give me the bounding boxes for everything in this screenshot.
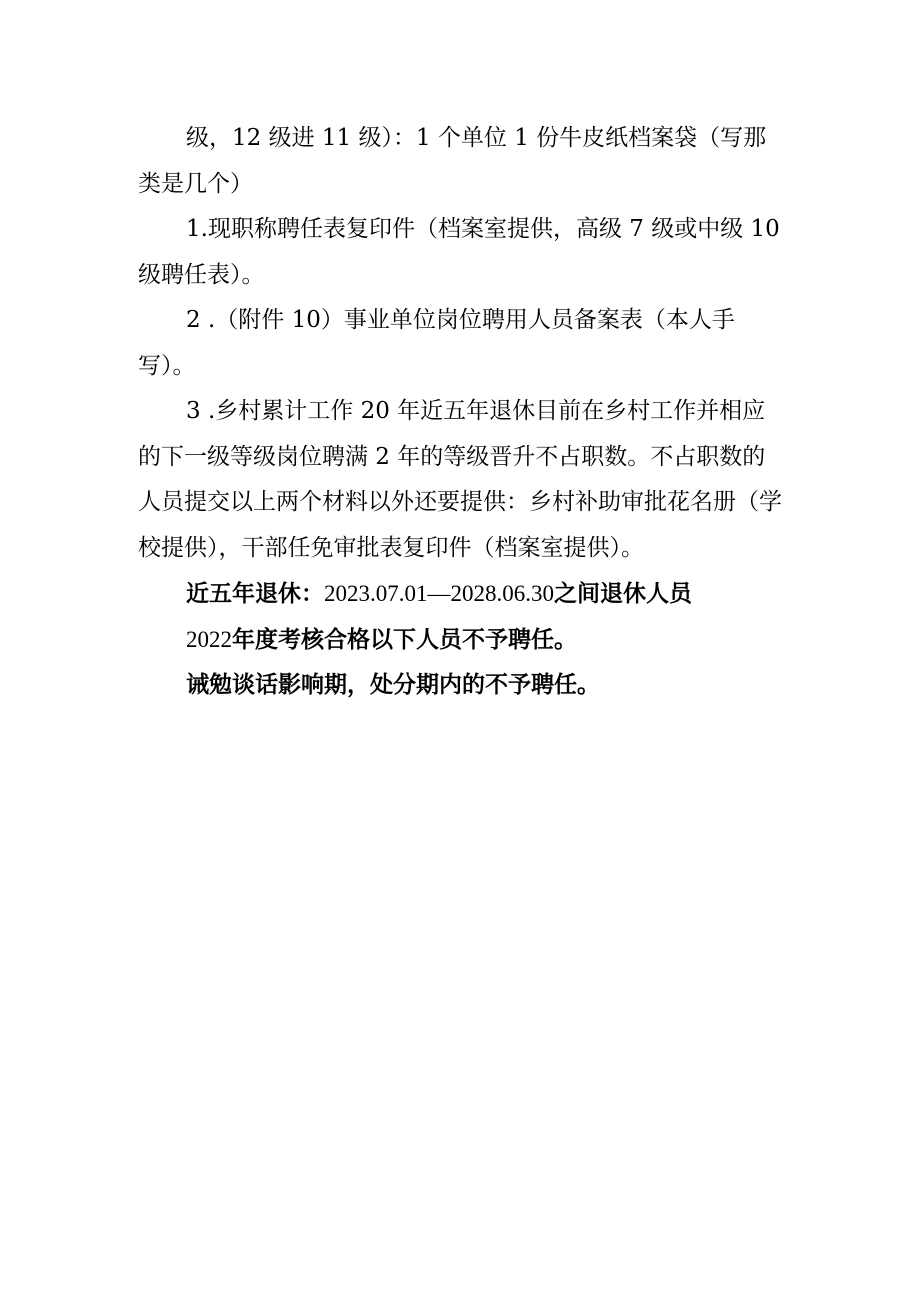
assessment-tail: 年度考核合格以下人员不予聘任。	[232, 625, 577, 653]
paragraph-retirement-range	[138, 571, 788, 617]
paragraph-item-2: 2 .（附件 10）事业单位岗位聘用人员备案表（本人手写）。	[138, 307, 735, 379]
paragraph-envelope-note: 级，12 级进 11 级）：1 个单位 1 份牛皮纸档案袋（写那类是几个）	[138, 125, 767, 197]
retirement-tail: 之间退休人员	[554, 580, 692, 607]
paragraph-item-1: 1.现职称聘任表复印件（档案室提供，高级 7 级或中级 10 级聘任表）。	[138, 216, 780, 288]
assessment-year: 2022	[186, 626, 232, 652]
document-body	[138, 116, 788, 708]
paragraph-assessment-rule	[138, 617, 788, 663]
retirement-label: 近五年退休：	[186, 580, 324, 607]
paragraph-item-3: 3 .乡村累计工作 20 年近五年退休目前在乡村工作并相应的下一级等级岗位聘满 2 年的等级晋升不占职数。不占职数的人员提交以上两个材料以外还要提供：乡村补助审批花名册（学校提供），干部任免审批表复印件（档案室提供）。	[138, 398, 782, 561]
paragraph-disciplinary-rule: 诫勉谈话影响期，处分期内的不予聘任。	[186, 671, 600, 698]
retirement-dates: 2023.07.01—2028.06.30	[324, 581, 554, 606]
